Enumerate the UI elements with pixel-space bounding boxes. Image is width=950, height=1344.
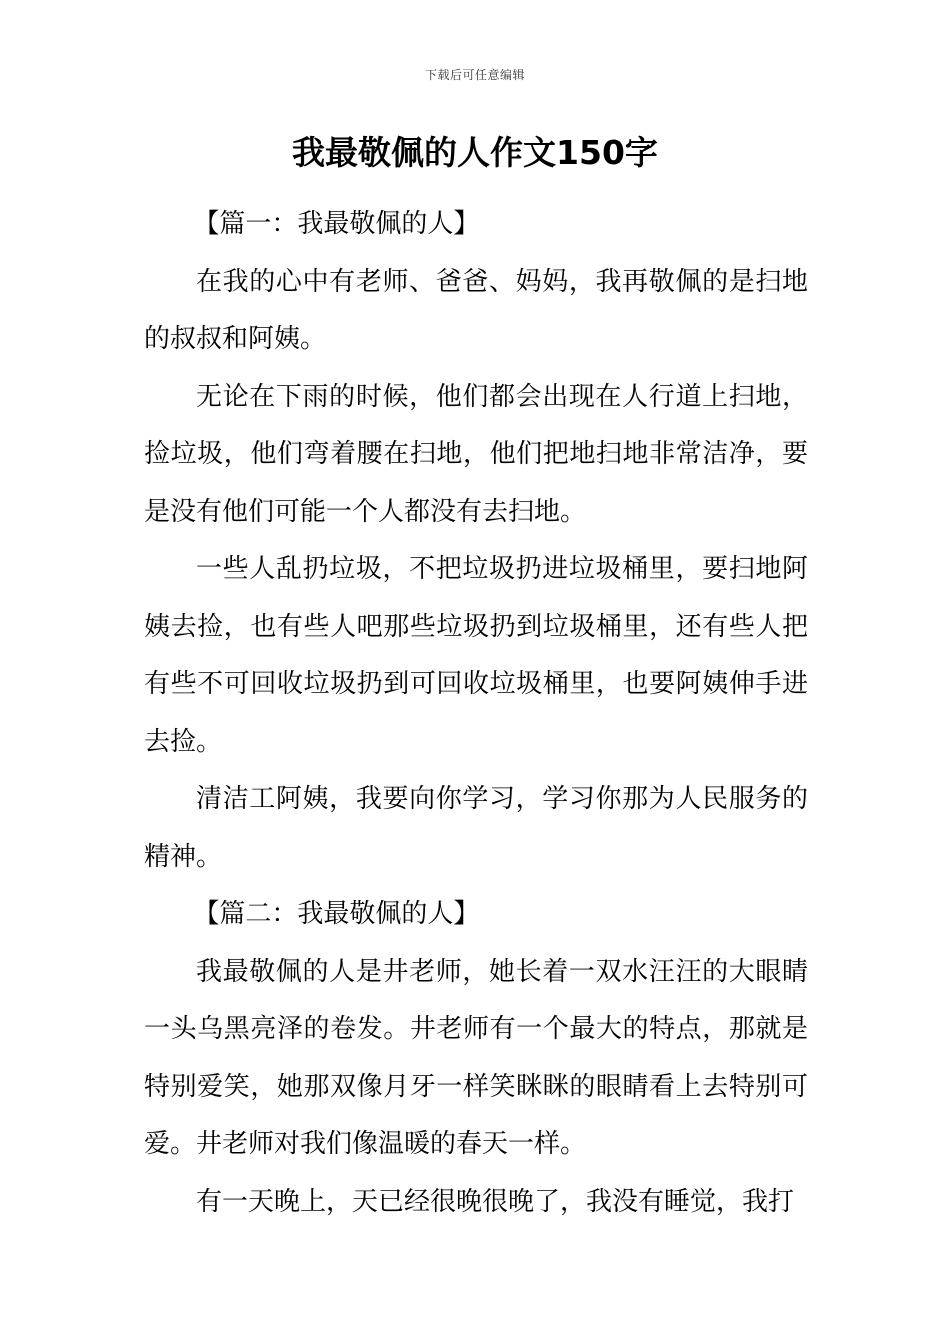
body-paragraph: 在我的心中有老师、爸爸、妈妈，我再敬佩的是扫地的叔叔和阿姨。 — [144, 266, 808, 354]
section-heading: 【篇二：我最敬佩的人】 — [193, 899, 480, 929]
body-paragraph: 清洁工阿姨，我要向你学习，学习你那为人民服务的精神。 — [144, 784, 808, 872]
header-note: 下载后可任意编辑 — [424, 68, 525, 82]
body-paragraph: 无论在下雨的时候，他们都会出现在人行道上扫地，捡垃圾，他们弯着腰在扫地，他们把地扫地非常洁净，要是没有他们可能一个人都没有去扫地。 — [144, 381, 808, 527]
body-paragraph: 有一天晚上，天已经很晚很晚了，我没有睡觉，我打 — [196, 1186, 795, 1217]
section-heading: 【篇一：我最敬佩的人】 — [193, 209, 480, 239]
document-title: 我最敬佩的人作文150字 — [292, 133, 658, 172]
body-paragraph: 一些人乱扔垃圾，不把垃圾扔进垃圾桶里，要扫地阿姨去捡，也有些人吧那些垃圾扔到垃圾桶里，还有些人把有些不可回收垃圾扔到可回收垃圾桶里，也要阿姨伸手进去捡。 — [144, 554, 808, 757]
body-paragraph: 我最敬佩的人是井老师，她长着一双水汪汪的大眼睛一头乌黑亮泽的卷发。井老师有一个最大的特点，那就是特别爱笑，她那双像月牙一样笑眯眯的眼睛看上去特别可爱。井老师对我们像温暖的春天一样。 — [144, 956, 808, 1159]
document-body — [144, 196, 808, 1231]
